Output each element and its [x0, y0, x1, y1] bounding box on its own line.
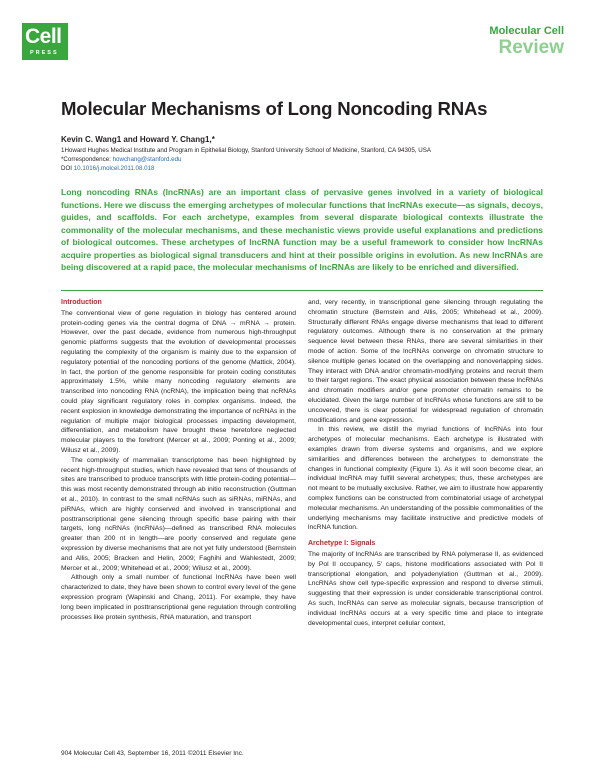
doi-label: DOI — [61, 165, 74, 172]
section-label: Review — [498, 37, 564, 58]
paragraph: In this review, we distill the myriad functions of lncRNAs into four archetypes of molecular mechanisms. Each archetype is illustrated with examples drawn from diverse systems and organisms, and we explore similarities and differences between the archetypes to demonstrate the changes in functional complexity (Figure 1). As it will soon become clear, an individual lncRNA may fulfill several archetypes; thus, these archetypes are not meant to be mutually exclusive. Rather, we aim to illustrate how apparently complex functions can be constructed from combinatorial usage of archetypal molecular mechanisms. An understanding of the possible commonalities of the underlying mechanisms may facilitate instructive and predictive models of lncRNA function. — [308, 426, 543, 532]
doi-link[interactable]: 10.1016/j.molcel.2011.08.018 — [73, 165, 155, 172]
article-title: Molecular Mechanisms of Long Noncoding RNAs — [61, 98, 488, 119]
paragraph: The conventional view of gene regulation in biology has centered around protein-coding genes via the central dogma of DNA → mRNA → protein. However, over the past decade, evidence from numerous high-throughput genomic platforms suggests that the evolution of developmental processes regulating the complexity of the organism is mainly due to the expansion of regulatory potential of the noncoding portions of the genome (Mattick, 2004). In fact, the portion of the genome responsible for protein coding constitutes approximately 1.5%, while many noncoding regulatory elements are transcribed into noncoding RNA (ncRNA), the implication being that ncRNAs could play significant regulatory roles in complex organisms. Indeed, the recent explosion in knowledge demonstrating the importance of ncRNAs in the regulation of multiple major biological processes impacting development, differentiation, and metabolism have brought these heretofore neglected molecular players to the forefront (Mercer et al., 2009; Ponting et al., 2009; Wilusz et al., 2009). — [61, 309, 296, 454]
abstract: Long noncoding RNAs (lncRNAs) are an important class of pervasive genes involved in a variety of biological functions. Here we discuss the emerging archetypes of molecular functions that lncRNAs execute—as signals, decoys, guides, and scaffolds. For each archetype, examples from several disparate biological contexts illustrate the commonality of the molecular mechanisms, and these mechanistic views provide useful explanations and predictions of biological outcomes. These archetypes of lncRNA function may be a useful framework to consider how lncRNAs acquire properties as biological signal transducers and hint at their possible origins in evolution. As new lncRNAs are being discovered at a rapid pace, the molecular mechanisms of lncRNAs are likely to be enriched and diversified. — [61, 187, 543, 272]
page-footer: 904 Molecular Cell 43, September 16, 2011 ©2011 Elsevier Inc. — [61, 750, 244, 757]
paragraph: The complexity of mammalian transcriptome has been highlighted by recent high-throughput studies, which have revealed that tens of thousands of sites are transcribed to produce transcripts with little protein-coding potential—this was most recently demonstrated through ab initio reconstruction (Guttman et al., 2010). In contrast to the small ncRNAs such as siRNAs, miRNAs, and piRNAs, which are highly conserved and involved in transcriptional and posttranscriptional gene silencing through specific base pairing with their targets, long ncRNAs (lncRNAs)—defined as transcribed RNA molecules greater than 200 nt in length—are poorly conserved and regulate gene expression by diverse mechanisms that are not yet fully understood (Bernstein and Allis, 2005; Bracken and Helin, 2009; Faghihi and Wahlestedt, 2009; Mercer et al., 2009; Whitehead et al., 2009; Wilusz et al., 2009). — [61, 456, 296, 572]
divider — [61, 290, 543, 291]
doi-line — [61, 165, 154, 172]
correspondence-email-link[interactable]: howchang@stanford.edu — [112, 156, 182, 163]
body-column-right — [308, 298, 543, 628]
paragraph: Although only a small number of functional lncRNAs have been well characterized to date, they have been shown to control every level of the gene expression program (Wapinski and Chang, 2011). For example, they have long been implicated in posttranscriptional gene regulation through controlling processes like protein synthesis, RNA maturation, and transport — [61, 574, 296, 621]
cell-press-logo — [22, 23, 68, 60]
correspondence-label: *Correspondence: — [61, 156, 113, 163]
correspondence — [61, 156, 181, 163]
paragraph: The majority of lncRNAs are transcribed by RNA polymerase II, as evidenced by Pol II occupancy, 5′ caps, histone modifications associated with Pol II transcriptional elongation, and polyadenylation (Guttman et al., 2009). LncRNAs show cell type-specific expression and respond to diverse stimuli, suggesting that their expression is under considerable transcriptional control. As such, lncRNAs can serve as molecular signals, because transcription of individual lncRNAs occurs at a very specific time and place to integrate developmental cues, interpret cellular context, — [308, 550, 543, 627]
intro-heading: Introduction — [61, 299, 102, 306]
archetype-heading: Archetype I: Signals — [308, 540, 376, 548]
article-authors: Kevin C. Wang1 and Howard Y. Chang1,* — [61, 135, 215, 144]
body-column-left — [61, 298, 296, 622]
paragraph: and, very recently, in transcriptional gene silencing through regulating the chromatin structure (Bernstein and Allis, 2005; Whitehead et al., 2009). Structurally different RNAs engage diverse mechanisms that lead to different regulatory outcomes. Although there is no conservation at the primary sequence level between these RNAs, there are several similarities in their mode of action. Some of the lncRNAs converge on chromatin structure to silence multiple genes located on the overlapping and nonoverlapping sides. They interact with DNA and/or chromatin-modifying proteins and recruit them to their target regions. The exact physical association between these lncRNAs and chromatin modifiers and/or gene promoter chromatin remains to be elucidated. Given the large number of lncRNAs whose functions are still to be uncovered, there is clear potential for widespread regulation of chromatin modifications and gene expression. — [308, 299, 543, 424]
author-affiliation: 1Howard Hughes Medical Institute and Program in Epithelial Biology, Stanford University School of Medicine, Stanford, CA 94305, USA — [61, 147, 431, 154]
journal-name: Molecular Cell — [489, 25, 564, 37]
logo-subtitle: PRESS — [30, 50, 59, 56]
logo-word: Cell — [25, 25, 62, 48]
